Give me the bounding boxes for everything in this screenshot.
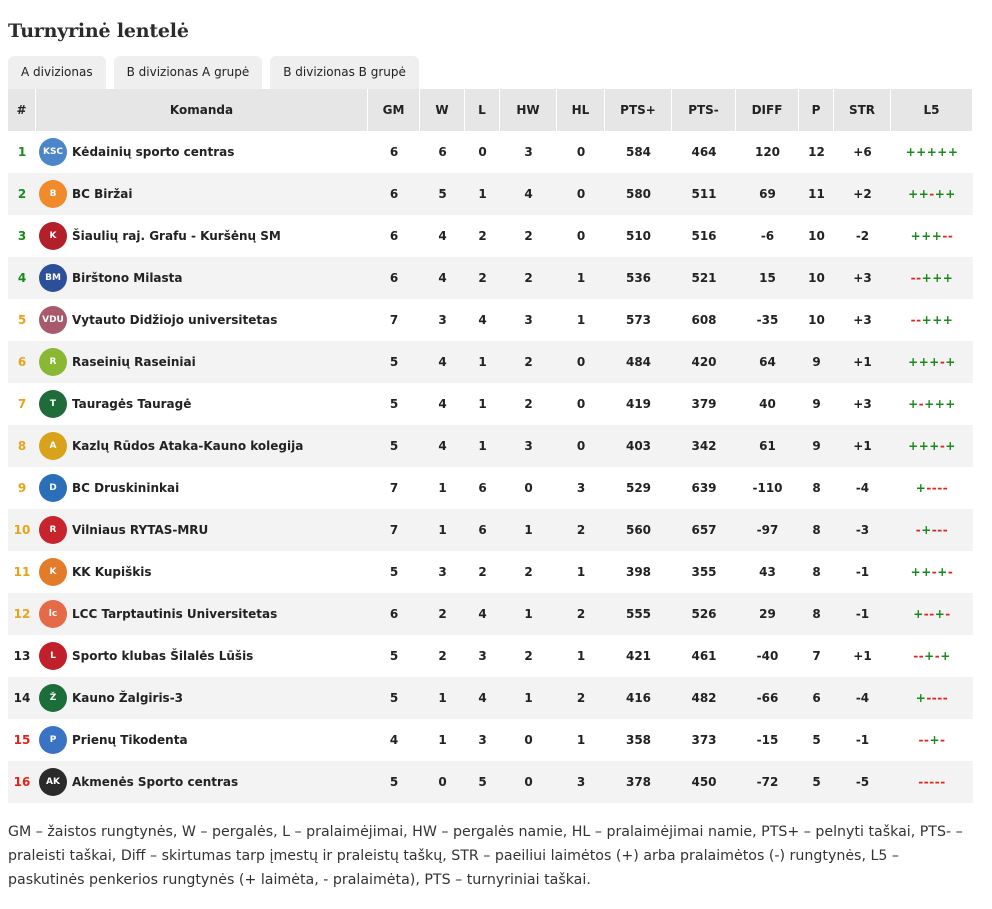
table-row	[8, 257, 973, 299]
col-header-pts-minus[interactable]: PTS-	[672, 89, 736, 131]
row-position: 1	[17, 145, 27, 159]
row-l: 2	[465, 257, 500, 299]
row-team-cell[interactable]	[36, 257, 368, 299]
col-header-p[interactable]: P	[799, 89, 834, 131]
row-w: 4	[420, 341, 465, 383]
table-header-row	[8, 89, 973, 131]
team-name[interactable]: Birštono Milasta	[72, 271, 183, 285]
row-gm: 7	[368, 509, 420, 551]
row-p: 11	[799, 173, 834, 215]
team-logo-icon: AK	[39, 768, 67, 796]
row-hw: 2	[500, 257, 557, 299]
row-pts-minus: 355	[691, 565, 717, 579]
row-pts-plus: 419	[625, 397, 652, 411]
tab-b-divizionas-a-grupe[interactable]: B divizionas A grupė	[114, 56, 263, 89]
row-l: 3	[478, 733, 487, 747]
row-team-cell[interactable]	[36, 677, 368, 719]
team-name[interactable]: Akmenės Sporto centras	[72, 775, 239, 789]
row-team-cell[interactable]	[36, 299, 368, 341]
row-gm: 6	[389, 145, 399, 159]
row-l: 1	[478, 397, 487, 411]
row-team-cell[interactable]	[36, 215, 368, 257]
row-gm: 5	[368, 677, 420, 719]
row-hw: 2	[524, 397, 533, 411]
row-l: 2	[478, 565, 487, 579]
row-diff: -6	[760, 229, 775, 243]
row-l: 6	[478, 481, 487, 495]
row-hl: 2	[557, 593, 605, 635]
col-header-team[interactable]: Komanda	[36, 89, 368, 131]
team-logo-icon: B	[39, 180, 67, 208]
col-header-l[interactable]: L	[465, 89, 500, 131]
row-pts-minus: 521	[672, 257, 736, 299]
team-logo-icon: R	[39, 516, 67, 544]
row-hw: 2	[524, 229, 533, 243]
row-hw: 2	[500, 341, 557, 383]
table-row	[8, 425, 973, 467]
standings-table	[8, 89, 973, 803]
row-gm: 4	[389, 733, 399, 747]
row-diff: -15	[756, 733, 779, 747]
row-pts-minus: 379	[691, 397, 717, 411]
row-hl: 3	[557, 761, 605, 803]
row-diff: 61	[736, 425, 799, 467]
row-p: 8	[812, 481, 821, 495]
row-gm: 7	[389, 481, 399, 495]
row-p: 5	[812, 733, 821, 747]
row-diff: 40	[759, 397, 776, 411]
row-l5: +-+++	[908, 397, 956, 411]
row-str: +1	[853, 649, 872, 663]
row-diff: -72	[736, 761, 799, 803]
row-team-cell[interactable]	[36, 341, 368, 383]
row-l5: --+++	[891, 257, 973, 299]
row-pts-plus: 416	[605, 677, 672, 719]
row-gm: 6	[389, 229, 399, 243]
row-p: 8	[812, 565, 821, 579]
team-logo-icon: A	[39, 432, 67, 460]
tab-a-divizionas[interactable]: A divizionas	[8, 56, 106, 89]
col-header-diff[interactable]: DIFF	[736, 89, 799, 131]
col-header-str[interactable]: STR	[834, 89, 891, 131]
row-w: 1	[420, 677, 465, 719]
row-p: 9	[812, 397, 821, 411]
table-row	[8, 341, 973, 383]
row-pts-minus: 657	[672, 509, 736, 551]
row-str: -1	[855, 733, 870, 747]
row-team-cell[interactable]	[36, 425, 368, 467]
table-row	[8, 719, 973, 761]
row-str: +2	[834, 173, 891, 215]
row-team-cell[interactable]	[36, 719, 368, 761]
row-position: 14	[8, 677, 36, 719]
row-gm: 5	[368, 761, 420, 803]
table-row	[8, 551, 973, 593]
row-str: +1	[834, 341, 891, 383]
row-str: -1	[855, 565, 870, 579]
row-l5: --+-+	[913, 649, 951, 663]
row-team-cell[interactable]	[36, 173, 368, 215]
row-diff: 29	[736, 593, 799, 635]
row-str: -2	[855, 229, 870, 243]
row-w: 0	[420, 761, 465, 803]
row-diff: 69	[736, 173, 799, 215]
row-l: 4	[478, 313, 487, 327]
row-l: 1	[465, 341, 500, 383]
row-w: 1	[438, 733, 447, 747]
row-p: 10	[808, 229, 825, 243]
row-hl: 0	[557, 425, 605, 467]
row-team-cell[interactable]	[36, 635, 368, 677]
team-name[interactable]: BC Biržai	[72, 187, 133, 201]
table-row	[8, 467, 973, 509]
row-gm: 5	[389, 565, 399, 579]
row-diff: -110	[752, 481, 783, 495]
row-l: 1	[465, 425, 500, 467]
row-l5: +++-+	[891, 341, 973, 383]
row-w: 4	[438, 229, 447, 243]
row-l: 1	[465, 173, 500, 215]
row-team-cell[interactable]	[36, 131, 368, 173]
row-pts-minus: 373	[691, 733, 717, 747]
row-l5: ++-+-	[910, 565, 954, 579]
row-pts-plus: 560	[605, 509, 672, 551]
row-hw: 4	[500, 173, 557, 215]
team-logo-icon: BM	[39, 264, 67, 292]
row-hl: 3	[576, 481, 586, 495]
row-pts-minus: 342	[672, 425, 736, 467]
row-hl: 2	[557, 509, 605, 551]
row-gm: 5	[389, 649, 399, 663]
team-logo-icon: R	[39, 348, 67, 376]
row-pts-plus: 510	[625, 229, 652, 243]
row-hw: 2	[524, 565, 533, 579]
team-logo-icon: L	[39, 642, 67, 670]
team-name[interactable]: Vytauto Didžiojo universitetas	[72, 313, 278, 327]
row-w: 5	[420, 173, 465, 215]
team-logo-icon: lc	[39, 600, 67, 628]
table-row	[8, 677, 973, 719]
row-w: 2	[420, 593, 465, 635]
row-position: 15	[13, 733, 31, 747]
row-hl: 0	[576, 397, 586, 411]
row-position: 11	[13, 565, 31, 579]
col-header-pts-plus[interactable]: PTS+	[605, 89, 672, 131]
row-pts-plus: 484	[605, 341, 672, 383]
row-l5: -----	[891, 761, 973, 803]
row-gm: 6	[368, 173, 420, 215]
row-w: 1	[420, 509, 465, 551]
row-team-cell[interactable]	[36, 509, 368, 551]
row-str: -5	[834, 761, 891, 803]
row-l5: +----	[891, 677, 973, 719]
row-pts-minus: 420	[672, 341, 736, 383]
team-name[interactable]: Šiaulių raj. Grafu - Kuršėnų SM	[72, 229, 281, 243]
row-w: 4	[438, 397, 447, 411]
row-str: +3	[853, 313, 872, 327]
table-row	[8, 173, 973, 215]
row-w: 4	[420, 257, 465, 299]
team-logo-icon: P	[39, 726, 67, 754]
row-diff: -97	[736, 509, 799, 551]
row-p: 8	[799, 593, 834, 635]
table-row	[8, 131, 973, 173]
row-l: 2	[478, 229, 487, 243]
row-str: -1	[834, 593, 891, 635]
row-w: 3	[438, 565, 447, 579]
row-position: 5	[17, 313, 27, 327]
row-position: 2	[8, 173, 36, 215]
row-l5: --+++	[910, 313, 954, 327]
row-team-cell[interactable]	[36, 467, 368, 509]
col-header-position[interactable]: #	[8, 89, 36, 131]
row-hw: 0	[500, 761, 557, 803]
row-pts-plus: 398	[625, 565, 652, 579]
row-p: 9	[799, 341, 834, 383]
team-name[interactable]: KK Kupiškis	[72, 565, 152, 579]
row-l5: ++-++	[891, 173, 973, 215]
row-hl: 2	[557, 677, 605, 719]
row-str: +3	[853, 397, 872, 411]
row-l5: +++--	[910, 229, 954, 243]
col-header-hl[interactable]: HL	[557, 89, 605, 131]
table-row	[8, 761, 973, 803]
team-name[interactable]: Prienų Tikodenta	[72, 733, 188, 747]
row-pts-plus: 536	[605, 257, 672, 299]
row-hl: 1	[576, 733, 586, 747]
row-team-cell[interactable]	[36, 383, 368, 425]
row-pts-plus: 403	[605, 425, 672, 467]
row-p: 5	[799, 761, 834, 803]
row-position: 9	[17, 481, 27, 495]
row-gm: 7	[389, 313, 399, 327]
division-tabs	[8, 56, 419, 89]
team-logo-icon: Ž	[39, 684, 67, 712]
row-hl: 0	[557, 341, 605, 383]
row-hl: 0	[576, 145, 586, 159]
row-l: 4	[465, 593, 500, 635]
row-pts-plus: 555	[605, 593, 672, 635]
row-str: +3	[834, 257, 891, 299]
team-name[interactable]: Vilniaus RYTAS-MRU	[72, 523, 209, 537]
row-str: +6	[853, 145, 872, 159]
page-title: Turnyrinė lentelė	[8, 20, 189, 42]
row-str: -4	[855, 481, 870, 495]
row-l5: +++++	[905, 145, 959, 159]
table-row	[8, 509, 973, 551]
row-hw: 1	[500, 593, 557, 635]
team-name[interactable]: Sporto klubas Šilalės Lūšis	[72, 649, 254, 663]
row-team-cell[interactable]	[36, 593, 368, 635]
row-p: 9	[799, 425, 834, 467]
row-diff: 15	[736, 257, 799, 299]
row-pts-plus: 573	[625, 313, 652, 327]
row-str: +1	[834, 425, 891, 467]
row-pts-plus: 580	[605, 173, 672, 215]
row-hl: 1	[576, 565, 586, 579]
row-l: 4	[465, 677, 500, 719]
table-row	[8, 215, 973, 257]
row-hw: 0	[524, 481, 533, 495]
row-pts-plus: 378	[605, 761, 672, 803]
team-logo-icon: K	[39, 558, 67, 586]
row-l: 6	[465, 509, 500, 551]
row-l5: +++-+	[891, 425, 973, 467]
team-name[interactable]: Kauno Žalgiris-3	[72, 691, 184, 705]
tab-b-divizionas-b-grupe[interactable]: B divizionas B grupė	[270, 56, 419, 89]
row-w: 3	[438, 313, 447, 327]
row-p: 10	[808, 313, 825, 327]
row-hl: 1	[576, 313, 586, 327]
team-logo-icon: KSC	[39, 138, 67, 166]
team-name[interactable]: Raseinių Raseiniai	[72, 355, 196, 369]
row-pts-plus: 421	[625, 649, 652, 663]
row-p: 8	[799, 509, 834, 551]
row-hw: 0	[524, 733, 533, 747]
col-header-l5[interactable]: L5	[891, 89, 973, 131]
row-pts-plus: 529	[625, 481, 652, 495]
row-hl: 0	[576, 229, 586, 243]
row-position: 6	[8, 341, 36, 383]
row-str: -3	[834, 509, 891, 551]
team-logo-icon: D	[39, 474, 67, 502]
row-position: 7	[17, 397, 27, 411]
row-pts-minus: 464	[691, 145, 717, 159]
row-hw: 3	[524, 145, 533, 159]
row-str: -4	[834, 677, 891, 719]
row-position: 4	[8, 257, 36, 299]
team-logo-icon: VDU	[39, 306, 67, 334]
row-l5: -+---	[891, 509, 973, 551]
row-hw: 1	[500, 677, 557, 719]
row-l5: +----	[915, 481, 949, 495]
row-w: 2	[438, 649, 447, 663]
row-hl: 1	[557, 257, 605, 299]
table-row	[8, 299, 973, 341]
team-name[interactable]: LCC Tarptautinis Universitetas	[72, 607, 278, 621]
row-position: 12	[8, 593, 36, 635]
row-gm: 5	[368, 341, 420, 383]
row-hl: 0	[557, 173, 605, 215]
row-l: 5	[465, 761, 500, 803]
team-name[interactable]: Kėdainių sporto centras	[72, 145, 235, 159]
row-p: 10	[799, 257, 834, 299]
row-pts-minus: 511	[672, 173, 736, 215]
table-row	[8, 383, 973, 425]
col-header-hw[interactable]: HW	[500, 89, 557, 131]
row-hl: 1	[576, 649, 586, 663]
row-gm: 5	[368, 425, 420, 467]
table-row	[8, 635, 973, 677]
row-team-cell[interactable]	[36, 761, 368, 803]
row-gm: 6	[368, 593, 420, 635]
row-diff: -40	[756, 649, 779, 663]
row-l: 3	[478, 649, 487, 663]
row-diff: 43	[759, 565, 776, 579]
row-pts-minus: 461	[691, 649, 717, 663]
row-diff: 120	[754, 145, 781, 159]
row-position: 16	[8, 761, 36, 803]
legend-text: GM – žaistos rungtynės, W – pergalės, L – pralaimėjimai, HW – pergalės namie, HL – pralaimėjimai namie, PTS+ – pelnyti taškai, PTS- – praleisti taškai, Diff – skirtumas tarp įmestų ir praleistų taškų, STR – paeiliui laimėtos (+) arba pralaimėtos (-) rungtynės, L5 – paskutinės penkerios rungtynės (+ laimėta, - pralaimėta), PTS – turnyriniai taškai.	[8, 824, 963, 888]
row-diff: -35	[756, 313, 779, 327]
row-l5: --+-	[918, 733, 946, 747]
team-logo-icon: T	[39, 390, 67, 418]
row-pts-minus: 526	[672, 593, 736, 635]
row-hw: 2	[524, 649, 533, 663]
row-diff: 64	[736, 341, 799, 383]
row-position: 8	[8, 425, 36, 467]
row-hw: 1	[500, 509, 557, 551]
row-pts-minus: 482	[672, 677, 736, 719]
row-pts-minus: 639	[691, 481, 717, 495]
row-position: 10	[8, 509, 36, 551]
row-pts-minus: 608	[691, 313, 717, 327]
row-p: 12	[808, 145, 825, 159]
row-w: 1	[438, 481, 447, 495]
row-pts-minus: 516	[691, 229, 717, 243]
team-name[interactable]: BC Druskininkai	[72, 481, 180, 495]
row-w: 4	[420, 425, 465, 467]
row-p: 7	[812, 649, 821, 663]
row-team-cell[interactable]	[36, 551, 368, 593]
team-name[interactable]: Kazlų Rūdos Ataka-Kauno kolegija	[72, 439, 304, 453]
row-gm: 6	[368, 257, 420, 299]
team-logo-icon: K	[39, 222, 67, 250]
row-pts-plus: 584	[625, 145, 652, 159]
col-header-gm[interactable]: GM	[368, 89, 420, 131]
row-p: 6	[799, 677, 834, 719]
row-l: 0	[478, 145, 487, 159]
row-gm: 5	[389, 397, 399, 411]
row-position: 13	[13, 649, 31, 663]
row-pts-plus: 358	[625, 733, 652, 747]
row-hw: 3	[524, 313, 533, 327]
table-row	[8, 593, 973, 635]
row-l5: +--+-	[891, 593, 973, 635]
team-name[interactable]: Tauragės Tauragė	[72, 397, 192, 411]
col-header-w[interactable]: W	[420, 89, 465, 131]
row-w: 6	[438, 145, 447, 159]
row-pts-minus: 450	[672, 761, 736, 803]
row-diff: -66	[736, 677, 799, 719]
row-hw: 3	[500, 425, 557, 467]
row-position: 3	[17, 229, 27, 243]
